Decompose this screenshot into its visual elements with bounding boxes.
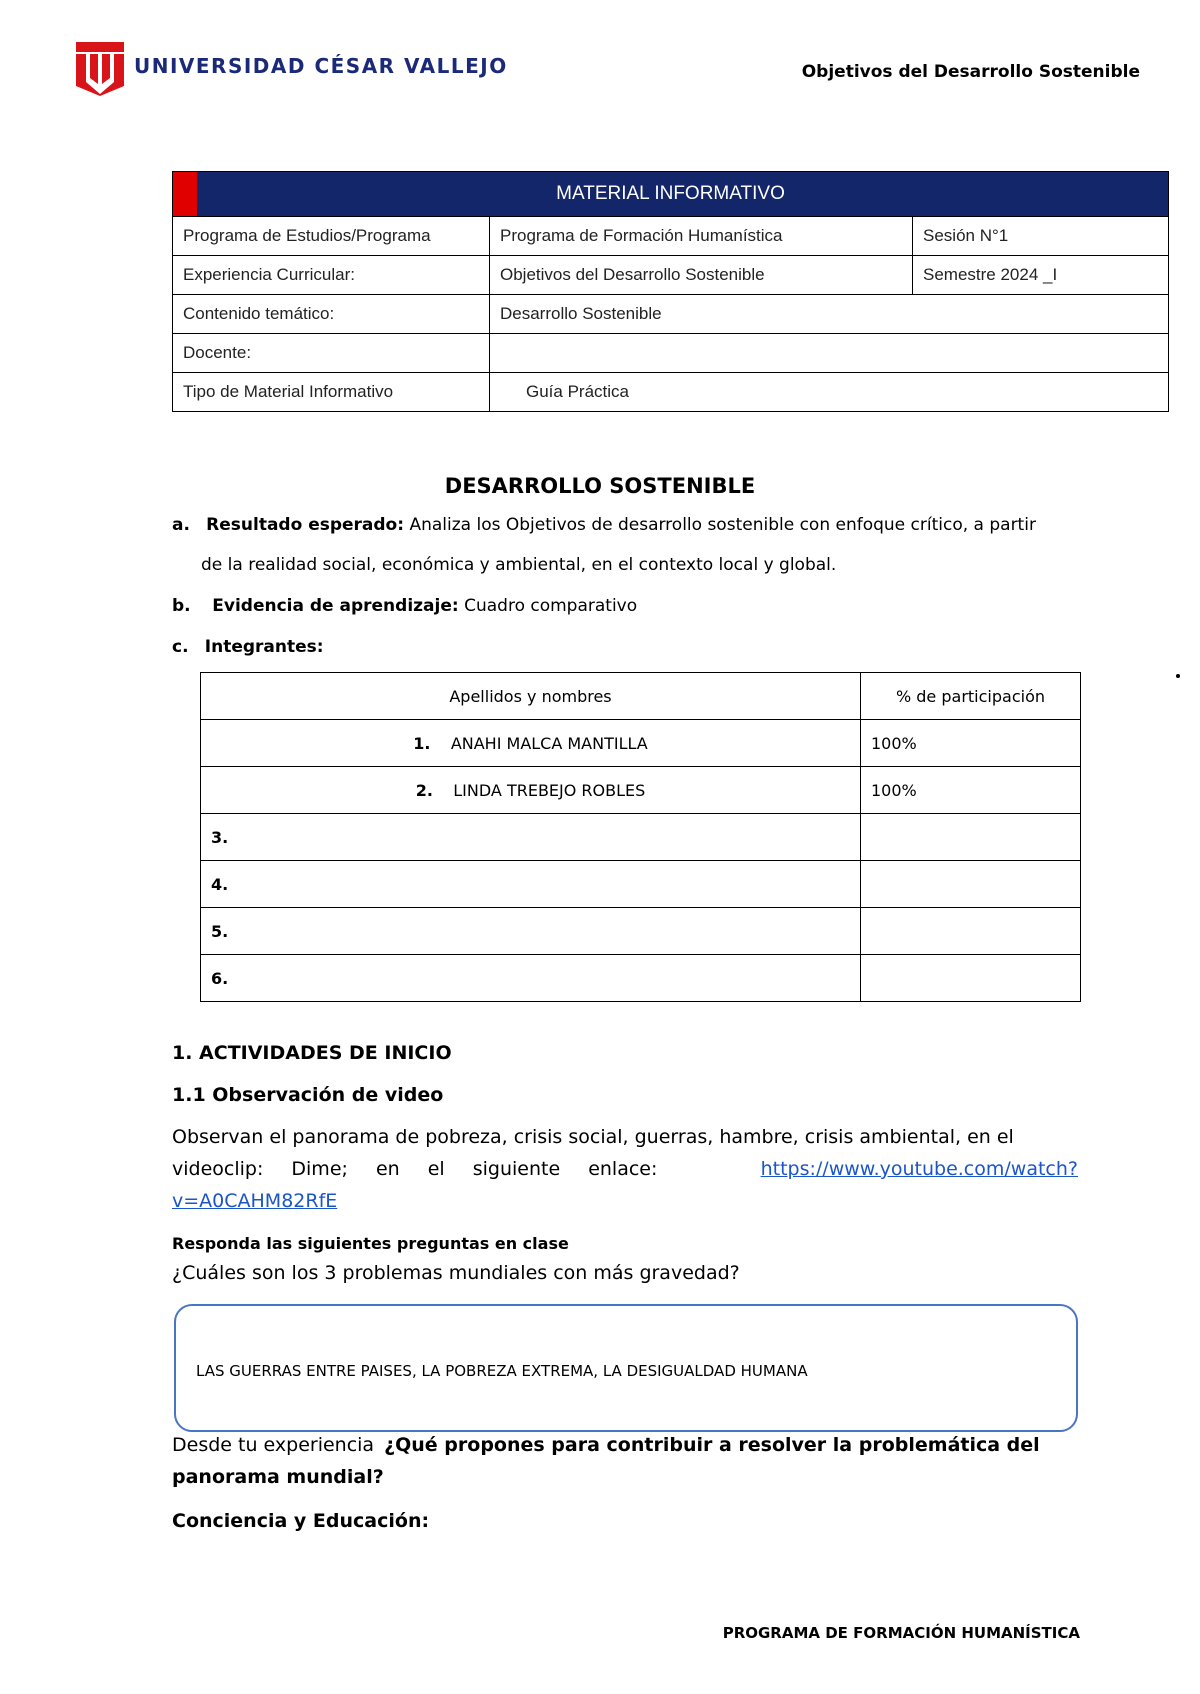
table-row bbox=[201, 720, 1081, 767]
member-name: LINDA TREBEJO ROBLES bbox=[453, 780, 646, 800]
item-a-cont: de la realidad social, económica y ambiental, en el contexto local y global. bbox=[201, 555, 837, 575]
member-name-cell bbox=[201, 720, 861, 767]
question-2-line2: panorama mundial? bbox=[172, 1466, 384, 1488]
item-a bbox=[172, 515, 1036, 535]
red-accent bbox=[173, 172, 197, 216]
question-2-line1 bbox=[172, 1434, 1078, 1456]
paragraph-text: videoclip: Dime; en el siguiente enlace: bbox=[172, 1158, 658, 1180]
paragraph-line2 bbox=[172, 1158, 1078, 1180]
info-cell: Contenido temático: bbox=[173, 295, 490, 334]
university-name: UNIVERSIDAD CÉSAR VALLEJO bbox=[134, 54, 508, 78]
info-cell: Semestre 2024 _I bbox=[913, 256, 1169, 295]
info-cell: Desarrollo Sostenible bbox=[490, 295, 1169, 334]
members-header-pct: % de participación bbox=[861, 673, 1081, 720]
member-num: 4. bbox=[201, 861, 861, 908]
question-1: ¿Cuáles son los 3 problemas mundiales con más gravedad? bbox=[172, 1262, 740, 1284]
info-cell: Tipo de Material Informativo bbox=[173, 373, 490, 412]
members-table bbox=[200, 672, 1081, 1002]
subsection-heading: 1.1 Observación de video bbox=[172, 1084, 444, 1106]
footer: PROGRAMA DE FORMACIÓN HUMANÍSTICA bbox=[722, 1624, 1080, 1642]
member-num: 3. bbox=[201, 814, 861, 861]
item-label: Integrantes: bbox=[204, 637, 324, 657]
item-letter: a. bbox=[172, 515, 190, 535]
members-header-name: Apellidos y nombres bbox=[201, 673, 861, 720]
ucv-shield-icon bbox=[74, 38, 126, 96]
university-logo bbox=[74, 38, 508, 96]
member-pct bbox=[861, 955, 1081, 1002]
item-label: Evidencia de aprendizaje: bbox=[212, 596, 459, 616]
member-num: 5. bbox=[201, 908, 861, 955]
info-cell: Docente: bbox=[173, 334, 490, 373]
question-prefix: Desde tu experiencia bbox=[172, 1434, 375, 1456]
item-text: Analiza los Objetivos de desarrollo sostenible con enfoque crítico, a partir bbox=[409, 515, 1036, 535]
member-num: 1. bbox=[413, 733, 431, 753]
member-pct bbox=[861, 908, 1081, 955]
table-row bbox=[201, 908, 1081, 955]
course-title: Objetivos del Desarrollo Sostenible bbox=[801, 62, 1140, 82]
item-text: Cuadro comparativo bbox=[464, 596, 638, 616]
answer-box[interactable] bbox=[174, 1304, 1078, 1432]
item-c bbox=[172, 637, 324, 657]
info-cell: Experiencia Curricular: bbox=[173, 256, 490, 295]
item-letter: b. bbox=[172, 596, 191, 616]
table-row bbox=[201, 814, 1081, 861]
info-cell: Programa de Formación Humanística bbox=[490, 217, 913, 256]
stray-dot bbox=[1176, 674, 1180, 678]
member-name-cell bbox=[201, 767, 861, 814]
item-b bbox=[172, 596, 637, 616]
table-row bbox=[201, 955, 1081, 1002]
info-cell: Sesión N°1 bbox=[913, 217, 1169, 256]
respond-label: Responda las siguientes preguntas en clase bbox=[172, 1234, 569, 1253]
conciencia-heading: Conciencia y Educación: bbox=[172, 1510, 430, 1532]
paragraph-line1: Observan el panorama de pobreza, crisis social, guerras, hambre, crisis ambiental, en el bbox=[172, 1126, 1014, 1148]
question-bold: ¿Qué propones para contribuir a resolver la problemática del bbox=[384, 1434, 1040, 1456]
member-pct: 100% bbox=[861, 720, 1081, 767]
youtube-link[interactable]: https://www.youtube.com/watch? bbox=[760, 1158, 1078, 1180]
info-cell: Objetivos del Desarrollo Sostenible bbox=[490, 256, 913, 295]
member-num: 6. bbox=[201, 955, 861, 1002]
info-table-heading bbox=[173, 172, 1169, 217]
member-name: ANAHI MALCA MANTILLA bbox=[450, 733, 648, 753]
member-pct: 100% bbox=[861, 767, 1081, 814]
member-pct bbox=[861, 814, 1081, 861]
member-num: 2. bbox=[415, 780, 433, 800]
section-heading: 1. ACTIVIDADES DE INICIO bbox=[172, 1042, 452, 1064]
item-letter: c. bbox=[172, 637, 189, 657]
info-cell: Programa de Estudios/Programa bbox=[173, 217, 490, 256]
table-row bbox=[201, 767, 1081, 814]
youtube-link-cont[interactable]: v=A0CAHM82RfE bbox=[172, 1190, 338, 1212]
info-cell bbox=[490, 334, 1169, 373]
answer-text: LAS GUERRAS ENTRE PAISES, LA POBREZA EXTREMA, LA DESIGUALDAD HUMANA bbox=[196, 1362, 808, 1380]
info-cell: Guía Práctica bbox=[490, 373, 1169, 412]
table-row bbox=[201, 861, 1081, 908]
info-heading-text: MATERIAL INFORMATIVO bbox=[556, 183, 785, 204]
member-pct bbox=[861, 861, 1081, 908]
info-table bbox=[172, 171, 1169, 412]
page-title: DESARROLLO SOSTENIBLE bbox=[444, 474, 756, 498]
item-label: Resultado esperado: bbox=[206, 515, 405, 535]
